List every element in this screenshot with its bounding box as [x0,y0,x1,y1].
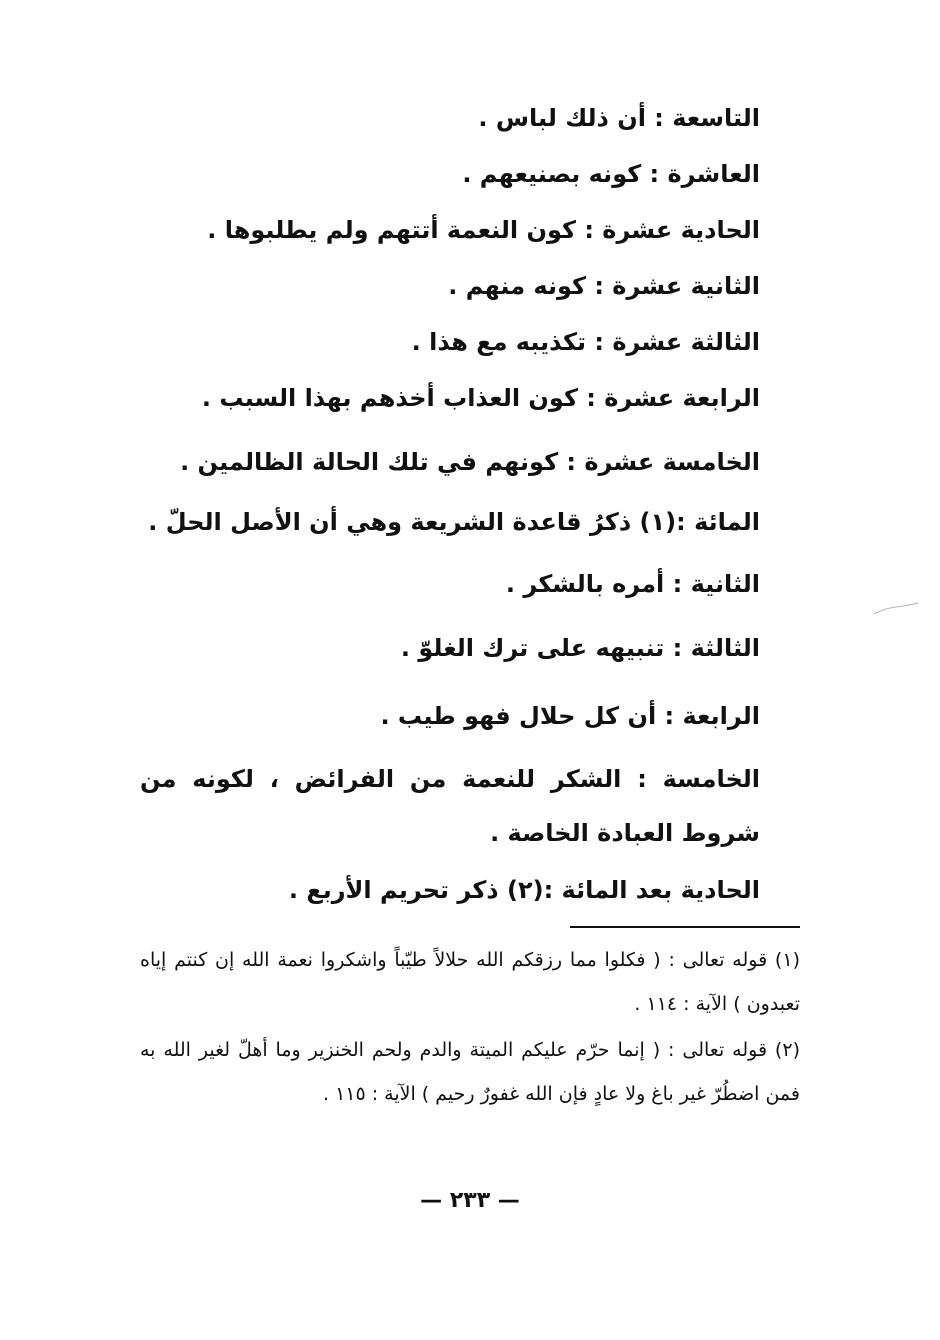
item-thirteenth: الثالثة عشرة : تكذيبه مع هذا . [411,328,760,356]
footnote-1: (١) قوله تعالى : ( فكلوا مما رزقكم الله حلالاً طيّباً واشكروا نعمة الله إن كنتم إياه تعبدون ) الآية : ١١٤ . [140,949,800,1015]
item-eleventh: الحادية عشرة : كون النعمة أتتهم ولم يطلبوها . [207,216,760,244]
footnote-2: (٢) قوله تعالى : ( إنما حرّم عليكم الميتة والدم ولحم الخنزير وما أهلّ لغير الله به فمن اضطُرّ غير باغ ولا عادٍ فإن الله غفورٌ رحيم ) الآية : ١١٥ . [140,1039,800,1105]
item-fifth: الخامسة : الشكر للنعمة من الفرائض ، لكونه من شروط العبادة الخاصة . [140,765,760,847]
margin-pencil-mark [872,600,920,618]
item-hundredth: المائة :(١) ذكرُ قاعدة الشريعة وهي أن الأصل الحلّ . [148,508,760,536]
item-tenth: العاشرة : كونه بصنيعهم . [462,160,760,188]
item-fifteenth: الخامسة عشرة : كونهم في تلك الحالة الظالمين . [180,448,760,476]
item-third: الثالثة : تنبيهه على ترك الغلوّ . [400,634,760,662]
item-second: الثانية : أمره بالشكر . [505,570,760,598]
item-hundred-first: الحادية بعد المائة :(٢) ذكر تحريم الأربع . [288,876,760,904]
item-twelfth: الثانية عشرة : كونه منهم . [448,272,760,300]
item-ninth: التاسعة : أن ذلك لباس . [478,104,760,132]
item-fourteenth: الرابعة عشرة : كون العذاب أخذهم بهذا السبب . [201,384,760,412]
page-number: — ٢٣٣ — [420,1188,520,1213]
footnote-separator [570,926,800,928]
item-fourth: الرابعة : أن كل حلال فهو طيب . [380,702,760,730]
